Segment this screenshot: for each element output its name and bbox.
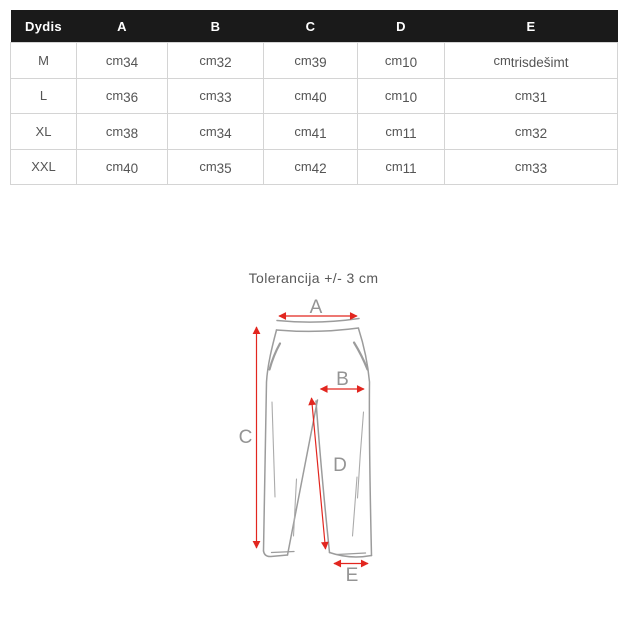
value-label: 32 (216, 54, 232, 70)
size-cell: XL (11, 114, 77, 150)
measure-arrow-d (312, 398, 326, 549)
tolerance-note: Tolerancija +/- 3 cm (248, 270, 379, 286)
value-label: 41 (311, 125, 327, 141)
unit-label: cm (105, 52, 124, 68)
value-label: 36 (123, 90, 139, 106)
measure-cell (264, 43, 358, 79)
value-label: 35 (216, 161, 232, 177)
unit-label: cm (105, 159, 124, 175)
right-leg-crease-short (353, 477, 358, 536)
pants-measurement-diagram (225, 290, 405, 590)
measure-cell (168, 114, 264, 150)
measure-cell (358, 43, 445, 79)
table-row-l (11, 78, 618, 114)
waistband-top-line (277, 319, 359, 323)
label-c: C (238, 427, 253, 448)
unit-label: cm (514, 159, 533, 175)
measure-cell (77, 43, 168, 79)
measure-cell (77, 149, 168, 185)
unit-label: cm (105, 123, 124, 139)
header-measure-a: A (77, 10, 168, 43)
unit-label: cm (385, 123, 403, 139)
value-label: 10 (402, 54, 418, 70)
value-label: 40 (123, 161, 139, 177)
header-measure-b: B (168, 10, 264, 43)
value-label: 33 (216, 90, 232, 106)
value-label: 42 (311, 161, 327, 177)
unit-label: cm (514, 88, 533, 104)
header-size-column: Dydis (11, 10, 77, 43)
waistband-bottom-line (277, 328, 359, 331)
unit-label: cm (294, 159, 312, 175)
unit-label: cm (105, 88, 124, 104)
value-label: 11 (402, 125, 417, 141)
value-label: 10 (402, 90, 418, 106)
header-measure-c: C (264, 10, 358, 43)
unit-label: cm (385, 159, 403, 175)
right-hem-inner-line (337, 553, 366, 555)
table-row-xxl (11, 149, 618, 185)
label-e: E (345, 565, 359, 586)
label-a: A (309, 297, 323, 318)
measure-cell (264, 149, 358, 185)
size-cell: XXL (11, 149, 77, 185)
unit-label: cm (199, 52, 217, 68)
size-table-header-row (11, 10, 618, 43)
unit-label: cm (199, 123, 217, 139)
unit-label: cm (199, 159, 217, 175)
measure-cell (168, 149, 264, 185)
value-label: 31 (532, 90, 548, 106)
left-leg-crease (272, 402, 275, 497)
value-label: 33 (532, 161, 548, 177)
unit-label: cm (514, 123, 533, 139)
size-chart-table (10, 10, 618, 185)
size-cell: L (11, 78, 77, 114)
unit-label: cm (294, 88, 312, 104)
left-inner-seam (288, 400, 318, 555)
unit-label: cm (199, 88, 217, 104)
unit-label: cm (384, 52, 403, 68)
value-label: 40 (311, 90, 327, 106)
measure-cell (445, 43, 618, 79)
header-measure-e: E (445, 10, 618, 43)
value-label: 38 (123, 125, 139, 141)
right-inner-seam (316, 401, 330, 553)
label-b: B (336, 369, 349, 390)
value-label: 39 (311, 54, 327, 70)
value-label: 11 (402, 161, 417, 177)
measure-cell (445, 114, 618, 150)
measure-cell (264, 114, 358, 150)
left-pocket-line (270, 344, 281, 370)
measure-cell (168, 43, 264, 79)
measure-cell (445, 149, 618, 185)
value-label: 32 (532, 125, 548, 141)
measure-cell (358, 78, 445, 114)
unit-label: cm (384, 88, 403, 104)
unit-label: cm (294, 123, 312, 139)
left-outer-seam (264, 330, 277, 551)
header-measure-d: D (358, 10, 445, 43)
left-hem-inner-line (272, 552, 295, 553)
measure-cell (77, 114, 168, 150)
unit-label: cm (294, 52, 312, 68)
pants-outline (264, 319, 372, 557)
unit-label: cm (493, 52, 511, 68)
value-label: 34 (123, 54, 139, 70)
measure-cell (358, 149, 445, 185)
measure-cell (77, 78, 168, 114)
right-leg-crease (358, 412, 364, 498)
measure-cell (445, 78, 618, 114)
measure-cell (168, 78, 264, 114)
table-row-m (11, 43, 618, 79)
label-d: D (333, 455, 347, 476)
value-label: 34 (216, 125, 232, 141)
value-label: trisdešimt (510, 54, 569, 70)
size-cell: M (11, 43, 77, 79)
table-row-xl (11, 114, 618, 150)
measure-cell (264, 78, 358, 114)
measure-cell (358, 114, 445, 150)
